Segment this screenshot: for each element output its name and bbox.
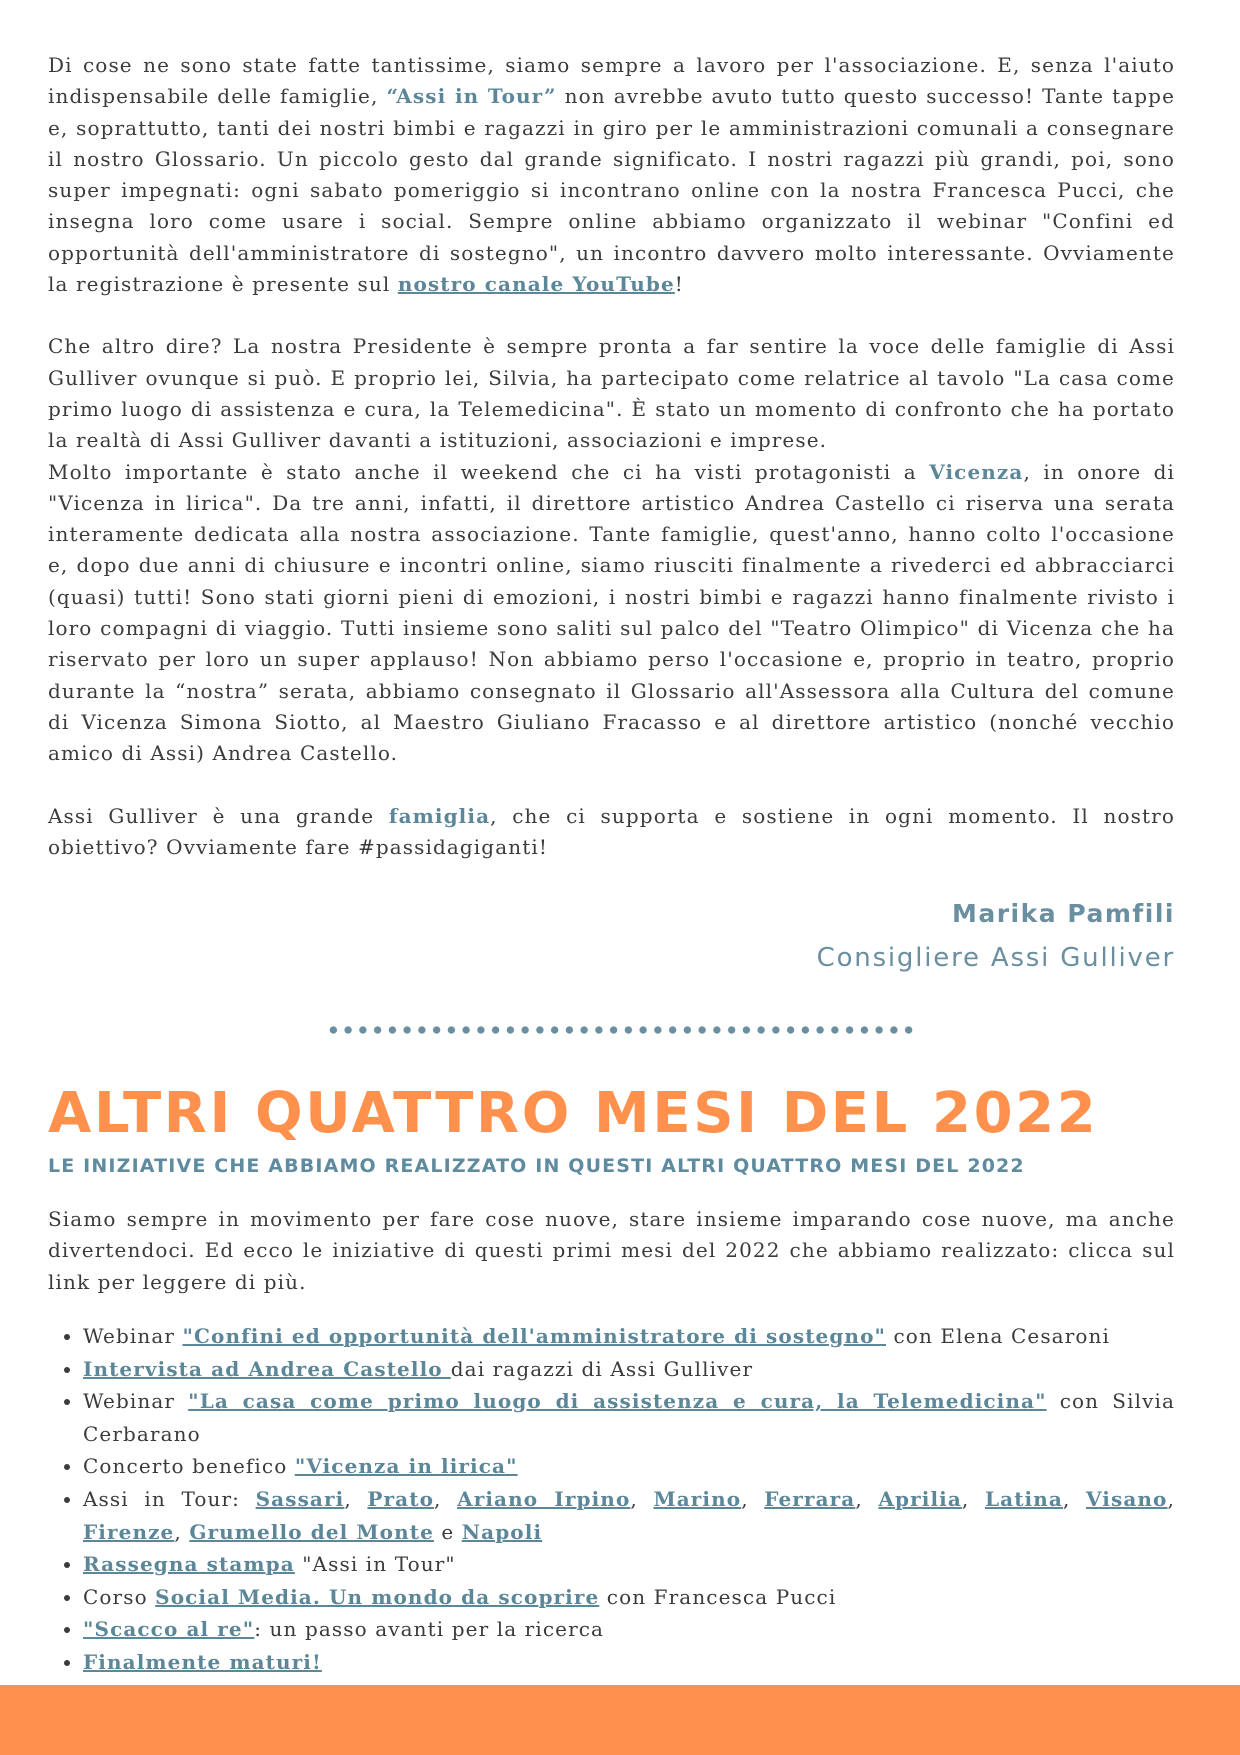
list-item: [83, 1646, 1175, 1679]
tour-link-sassari[interactable]: Sassari: [255, 1486, 345, 1511]
tour-link-firenze[interactable]: Firenze: [83, 1519, 175, 1544]
list-item: • Corso Social Media. Un mondo da scoprire con Francesca Pucci: [83, 1581, 1175, 1614]
list-item: • Concerto benefico "Vicenza in lirica": [83, 1450, 1175, 1483]
section-title: ALTRI QUATTRO MESI DEL 2022: [48, 1081, 1099, 1146]
finalmente-maturi-link[interactable]: Finalmente maturi!: [83, 1649, 322, 1674]
section-subtitle: LE INIZIATIVE CHE ABBIAMO REALIZZATO IN QUESTI ALTRI QUATTRO MESI DEL 2022: [48, 1155, 1025, 1177]
paragraph-vicenza: Molto importante è stato anche il weekend che ci ha visti protagonisti a Vicenza, in onore di "Vicenza in lirica". Da tre anni, infatti, il direttore artistico Andrea Castello ci riserva una serata interamente dedicata alla nostra associazione. Tante famiglie, quest'anno, hanno colto l'occasione e, dopo due anni di chiusure e incontri online, siamo riusciti finalmente a rivederci ed abbracciarci (quasi) tutti! Sono stati giorni pieni di emozioni, i nostri bimbi e ragazzi hanno finalmente rivisto i loro compagni di viaggio. Tutti insieme sono saliti sul palco del "Teatro Olimpico" di Vicenza che ha riservato per loro un super applauso! Non abbiamo perso l'occasione e, proprio in teatro, proprio durante la “nostra” serata, abbiamo consegnato il Glossario all'Assessora alla Cultura del comune di Vicenza Simona Siotto, al Maestro Giuliano Fracasso e al direttore artistico (nonché vecchio amico di Assi) Andrea Castello.: [48, 459, 1175, 766]
section-intro: [48, 1204, 1175, 1298]
webinar-telemedicina-link[interactable]: "La casa come primo luogo di assistenza e cura, la Telemedicina": [188, 1389, 1047, 1414]
tour-link-latina[interactable]: Latina: [984, 1486, 1063, 1511]
youtube-channel-link[interactable]: nostro canale YouTube: [397, 272, 675, 297]
paragraph-presidente: Che altro dire? La nostra Presidente è sempre pronta a far sentire la voce delle famiglie di Assi Gulliver ovunque si può. E proprio lei, Silvia, ha partecipato come relatrice al tavolo "La casa come primo luogo di assistenza e cura, la Telemedicina". È stato un momento di confronto che ha portato la realtà di Assi Gulliver davanti a istituzioni, associazioni e imprese.: [48, 334, 1175, 453]
list-item: • Intervista ad Andrea Castello dai ragazzi di Assi Gulliver: [83, 1353, 1175, 1386]
list-item: • Webinar "Confini ed opportunità dell'amministratore di sostegno" con Elena Cesaroni: [83, 1320, 1175, 1353]
tour-link-napoli[interactable]: Napoli: [461, 1519, 543, 1544]
tour-link-grumello-del-monte[interactable]: Grumello del Monte: [189, 1519, 434, 1544]
signature-name: Marika Pamfili: [951, 899, 1175, 929]
dotted-divider: [326, 1025, 916, 1035]
tour-link-prato[interactable]: Prato: [367, 1486, 435, 1511]
highlight-vicenza: Vicenza: [929, 459, 1024, 484]
tour-link-aprilia[interactable]: Aprilia: [878, 1486, 962, 1511]
rassegna-stampa-link[interactable]: Rassegna stampa: [83, 1552, 295, 1577]
highlight-famiglia: famiglia: [388, 803, 491, 828]
list-item: • Assi in Tour: Sassari, Prato, Ariano Irpino, Marino, Ferrara, Aprilia, Latina, Visano, Firenze, Grumello del Monte e Napoli: [83, 1483, 1175, 1548]
highlight-assi-in-tour: “Assi in Tour”: [386, 84, 557, 109]
paragraph-famiglia: Assi Gulliver è una grande famiglia, che ci supporta e sostiene in ogni momento. Il nostro obiettivo? Ovviamente fare #passidagiganti!: [48, 803, 1175, 859]
tour-link-ariano-irpino[interactable]: Ariano Irpino: [457, 1486, 631, 1511]
footer-bar: [0, 1685, 1240, 1755]
tour-link-ferrara[interactable]: Ferrara: [764, 1486, 856, 1511]
vicenza-in-lirica-link[interactable]: "Vicenza in lirica": [294, 1454, 518, 1479]
initiatives-list: [48, 1320, 1175, 1679]
scacco-al-re-link[interactable]: "Scacco al re": [83, 1617, 255, 1642]
intro-paragraph: Siamo sempre in movimento per fare cose nuove, stare insieme imparando cose nuove, ma anche divertendoci. Ed ecco le iniziative di questi primi mesi del 2022 che abbiamo realizzato: clicca sul link per leggere di più.: [48, 1207, 1175, 1294]
intervista-castello-link[interactable]: Intervista ad Andrea Castello: [83, 1356, 451, 1381]
social-media-course-link[interactable]: Social Media. Un mondo da scoprire: [155, 1584, 600, 1609]
list-item: • "Scacco al re": un passo avanti per la ricerca: [83, 1613, 1175, 1646]
list-item: • Webinar "La casa come primo luogo di assistenza e cura, la Telemedicina" con Silvia Cerbarano: [83, 1385, 1175, 1450]
list-item: • Rassegna stampa "Assi in Tour": [83, 1548, 1175, 1581]
signature: [48, 897, 1175, 979]
tour-link-visano[interactable]: Visano: [1086, 1486, 1168, 1511]
signature-role: Consigliere Assi Gulliver: [816, 943, 1175, 974]
webinar-confini-link[interactable]: "Confini ed opportunità dell'amministratore di sostegno": [182, 1324, 887, 1348]
tour-link-marino[interactable]: Marino: [653, 1486, 742, 1511]
article-body: [48, 50, 1175, 979]
paragraph-assi-in-tour: Di cose ne sono state fatte tantissime, siamo sempre a lavoro per l'associazione. E, senza l'aiuto indispensabile delle famiglie, “Assi in Tour” non avrebbe avuto tutto questo successo! Tante tappe e, soprattutto, tanti dei nostri bimbi e ragazzi in giro per le amministrazioni comunali a consegnare il nostro Glossario. Un piccolo gesto dal grande significato. I nostri ragazzi più grandi, poi, sono super impegnati: ogni sabato pomeriggio si incontrano online con la nostra Francesca Pucci, che insegna loro come usare i social. Sempre online abbiamo organizzato il webinar "Confini ed opportunità dell'amministratore di sostegno", un incontro davvero molto interessante. Ovviamente la registrazione è presente sul nostro canale YouTube!: [48, 53, 1176, 297]
